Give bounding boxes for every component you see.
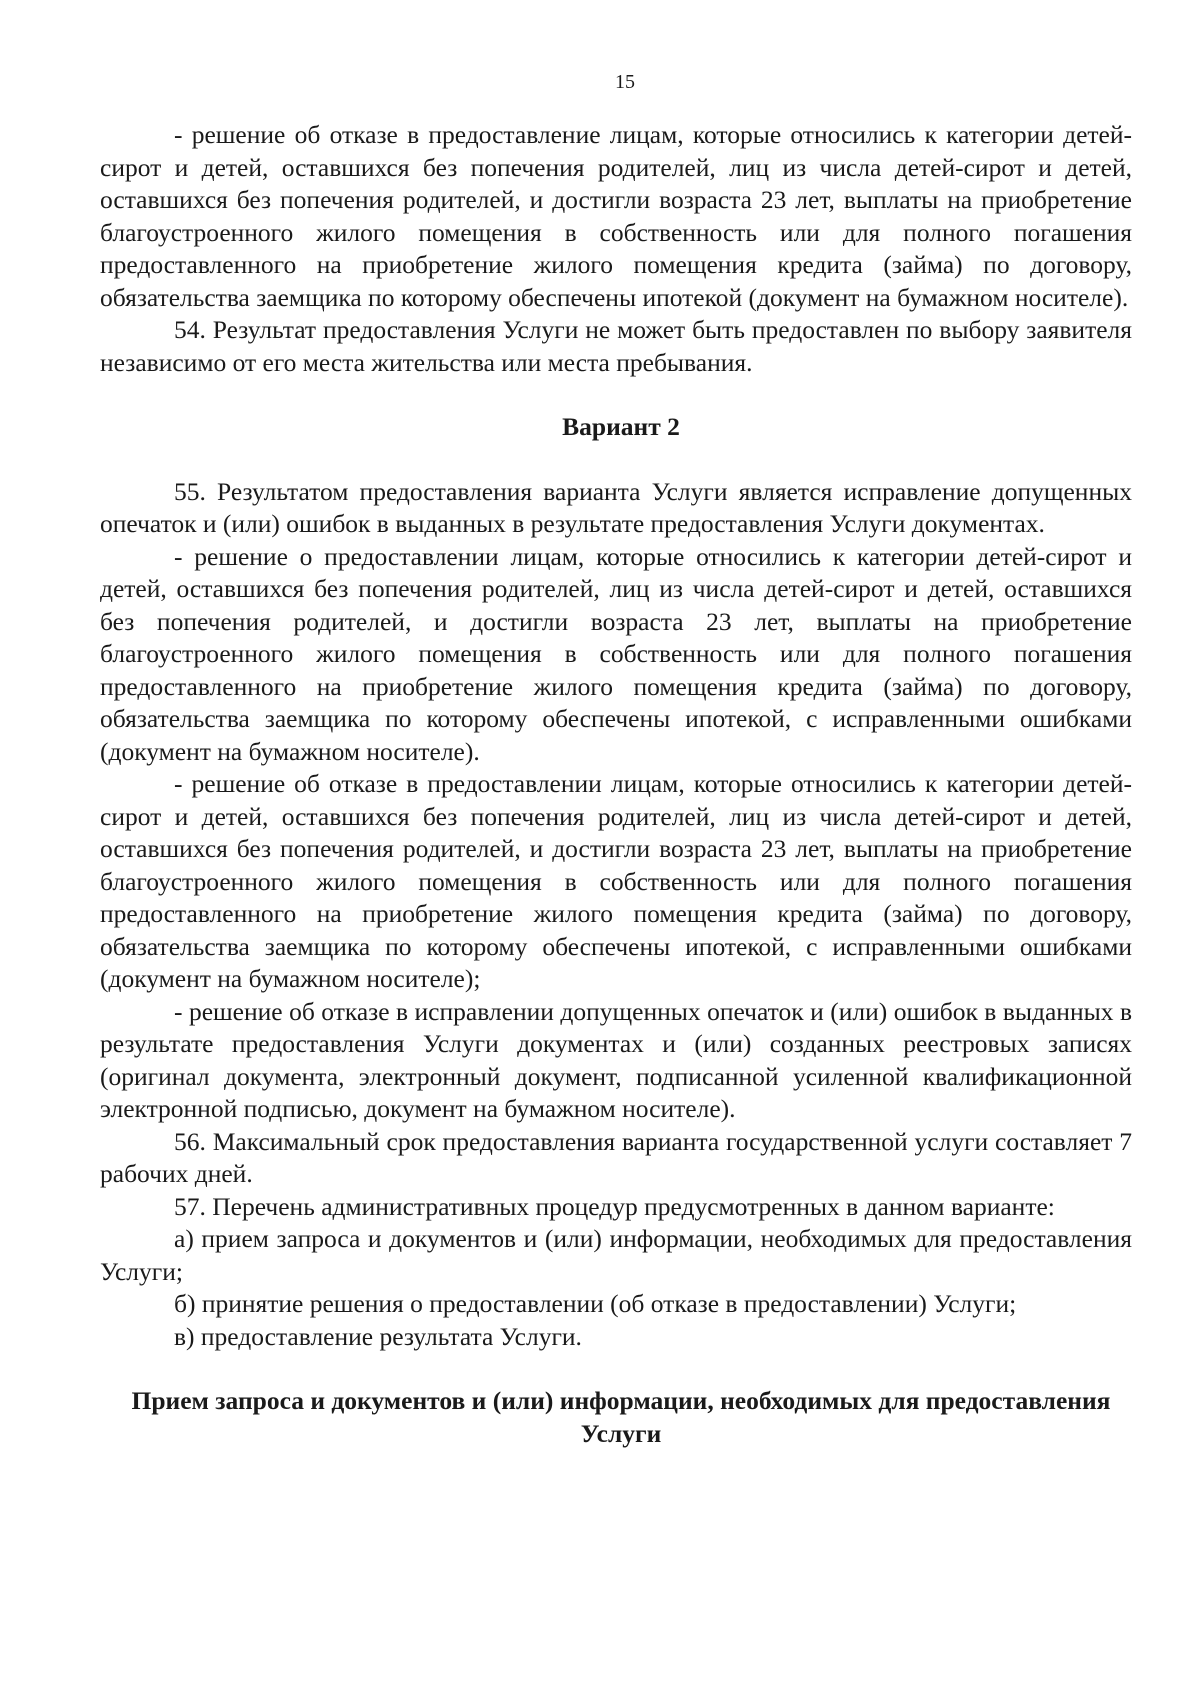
list-item-b: б) принятие решения о предоставлении (об отказе в предоставлении) Услуги; [174, 1289, 1017, 1318]
page-number: 15 [615, 71, 635, 93]
heading-variant-2: Вариант 2 [562, 412, 680, 441]
list-item-v: в) предоставление результата Услуги. [174, 1321, 582, 1351]
paragraph-refusal-correction-decision: - решение об отказе в исправлении допущенных опечаток и (или) ошибок в выданных в результате предоставления Услуги документах и (или) созданных реестровых записях (оригинал документа, электронный документ, подписанной усиленной квалификационной электронной подписью, документ на бумажном носителе). [100, 996, 1132, 1123]
paragraph-56: 56. Максимальный срок предоставления варианта государственной услуги составляет 7 рабочих дней. [100, 1126, 1132, 1188]
paragraph-55: 55. Результатом предоставления варианта Услуги является исправление допущенных опечаток и (или) ошибок в выданных в результате предоставления Услуги документах. [100, 476, 1132, 538]
paragraph-57: 57. Перечень административных процедур предусмотренных в данном варианте: [174, 1191, 1055, 1221]
document-page [100, 70, 1132, 1450]
list-item-a: а) прием запроса и документов и (или) информации, необходимых для предоставления Услуги; [100, 1224, 1132, 1286]
paragraph-grant-decision: - решение о предоставлении лицам, которые относились к категории детей-сирот и детей, оставшихся без попечения родителей, лиц из числа детей-сирот и детей, оставшихся без попечения родителей, и достигли возраста 23 лет, выплаты на приобретение благоустроенного жилого помещения в собственность или для полного погашения предоставленного на приобретение жилого помещения кредита (займа) по договору, обязательства заемщика по которому обеспечены ипотекой, с исправленными ошибками (документ на бумажном носителе). [100, 541, 1132, 766]
paragraph-refusal-grant-decision: - решение об отказе в предоставлении лицам, которые относились к категории детей-сирот и детей, оставшихся без попечения родителей, лиц из числа детей-сирот и детей, оставшихся без попечения родителей, и достигли возраста 23 лет, выплаты на приобретение благоустроенного жилого помещения в собственность или для полного погашения предоставленного на приобретение жилого помещения кредита (займа) по договору, обязательства заемщика по которому обеспечены ипотекой, с исправленными ошибками (документ на бумажном носителе); [100, 769, 1132, 993]
heading-request-reception: Прием запроса и документов и (или) информации, необходимых для предоставления Услуги [131, 1386, 1111, 1448]
paragraph-54: 54. Результат предоставления Услуги не может быть предоставлен по выбору заявителя независимо от его места жительства или места пребывания. [100, 315, 1132, 377]
paragraph-refusal-decision: - решение об отказе в предоставление лицам, которые относились к категории детей-сирот и детей, оставшихся без попечения родителей, лиц из числа детей-сирот и детей, оставшихся без попечения родителей, и достигли возраста 23 лет, выплаты на приобретение благоустроенного жилого помещения в собственность или для полного погашения предоставленного на приобретение жилого помещения кредита (займа) по договору, обязательства заемщика по которому обеспечены ипотекой (документ на бумажном носителе). [100, 120, 1132, 312]
